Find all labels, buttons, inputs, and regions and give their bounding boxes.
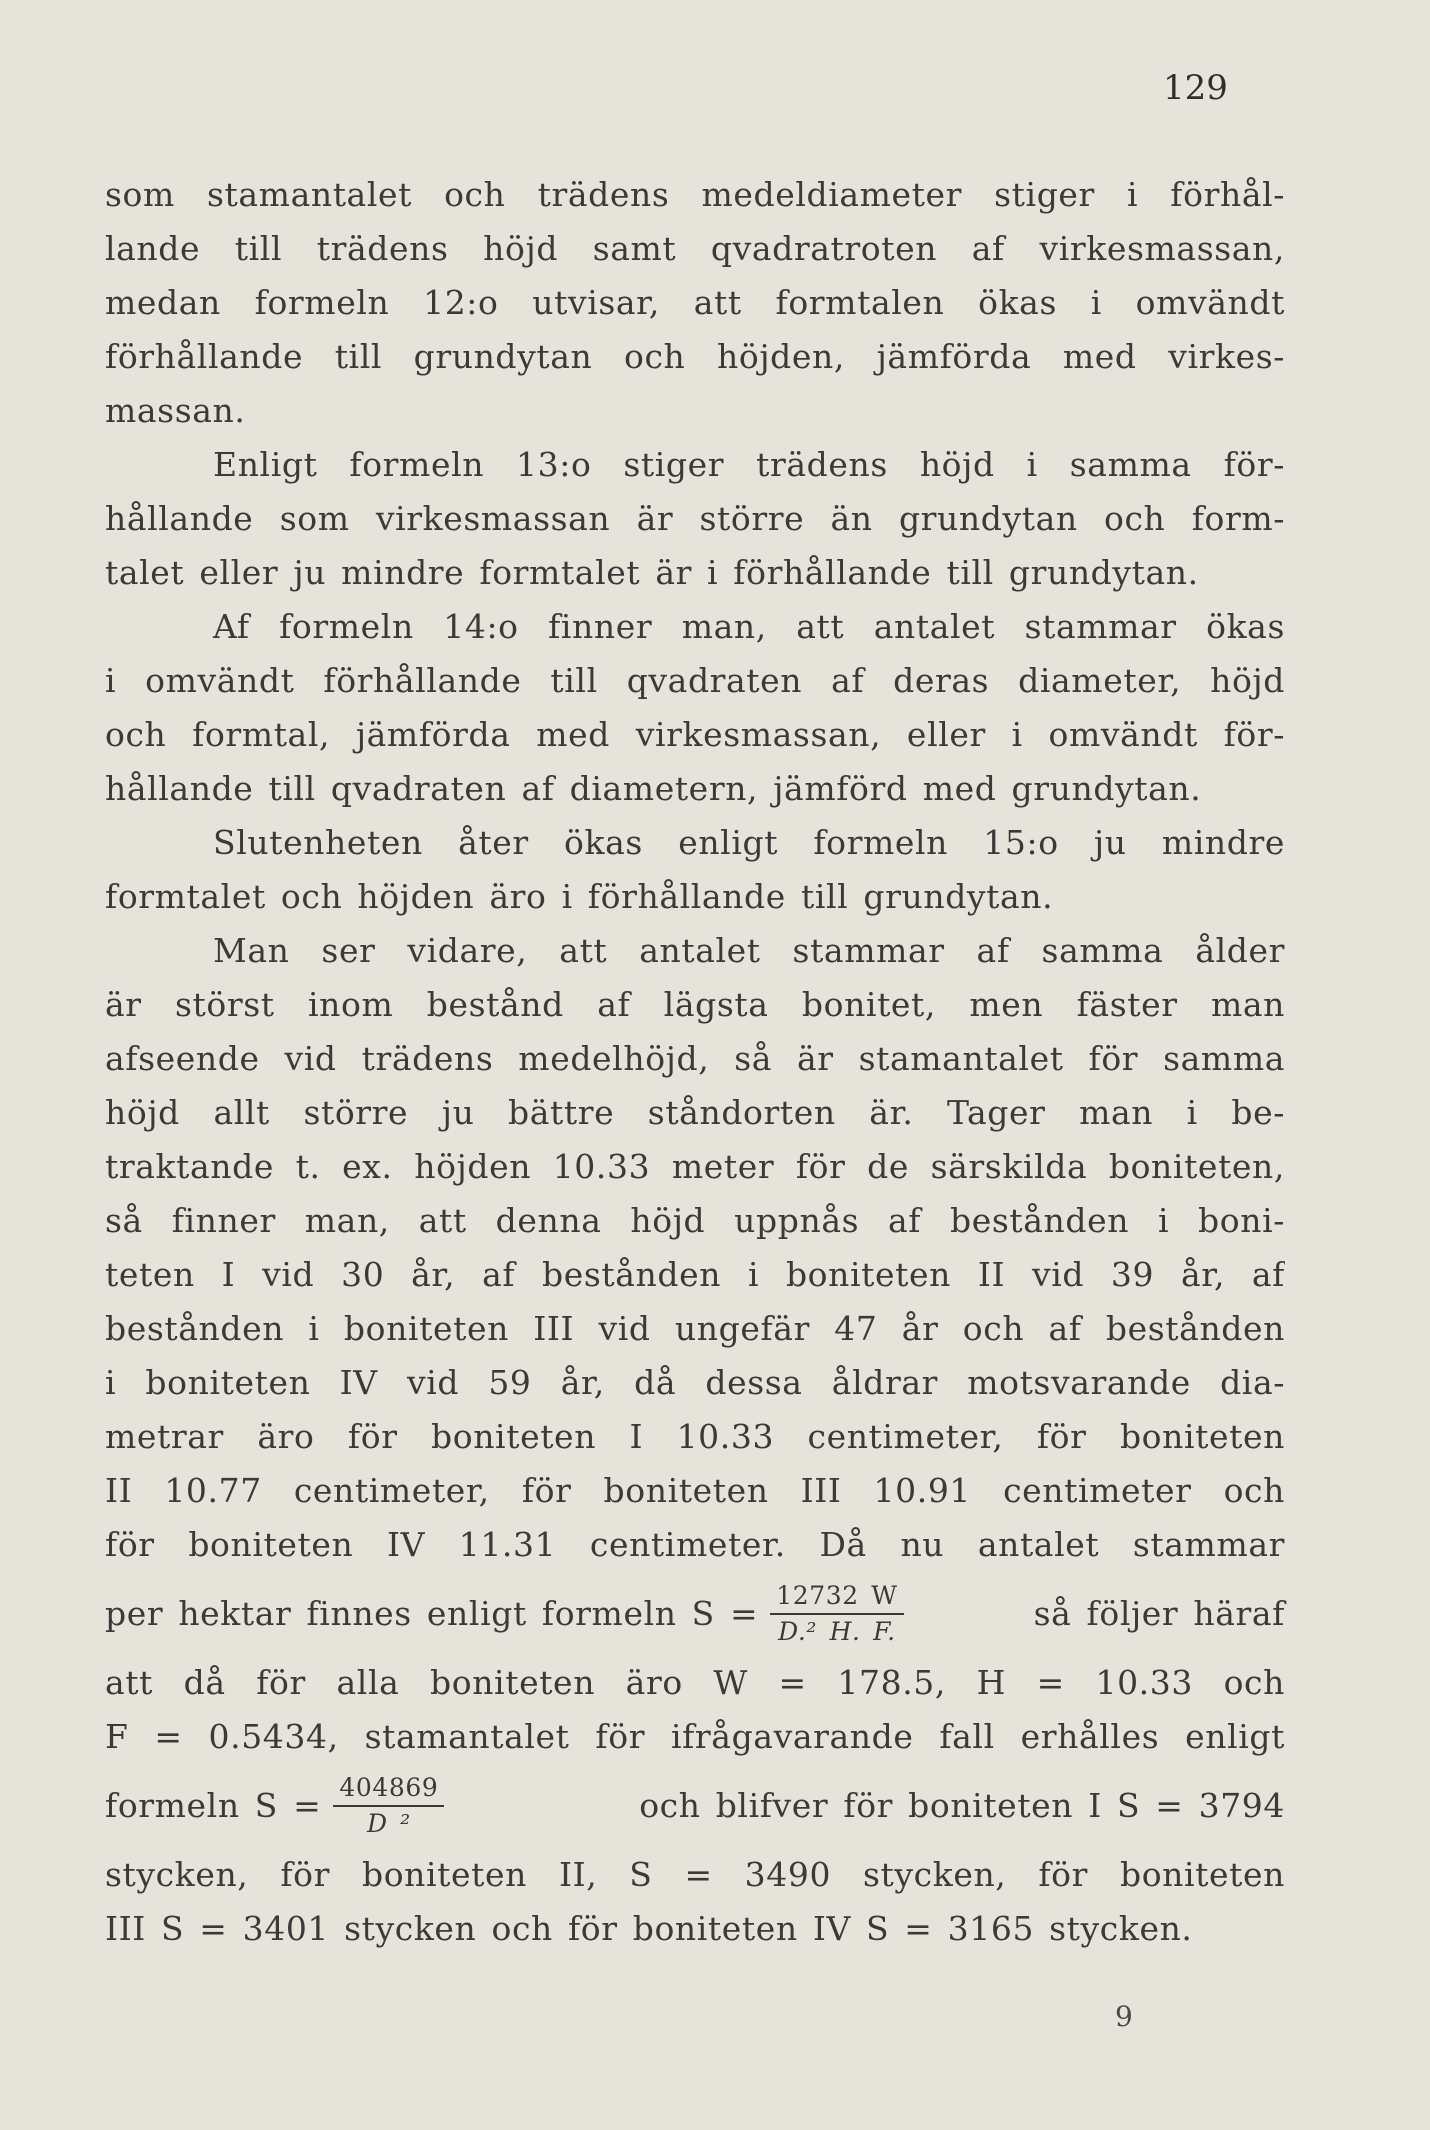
text-line: talet eller ju mindre formtalet är i förhållande till grundytan. xyxy=(105,553,1199,592)
text-line: medan formeln 12:o utvisar, att formtalen ökas i omvändt xyxy=(105,283,1285,322)
text-line: massan. xyxy=(105,391,246,430)
text-line: lande till trädens höjd samt qvadratroten af virkesmassan, xyxy=(105,229,1285,268)
formula-text-pre: per hektar finnes enligt formeln S = xyxy=(105,1594,759,1633)
text-line: Enligt formeln 13:o stiger trädens höjd i samma för- xyxy=(213,445,1285,484)
fraction-denominator: D.² H. F. xyxy=(778,1617,896,1646)
text-line: Man ser vidare, att antalet stammar af samma ålder xyxy=(213,931,1285,970)
fraction-numerator: 12732 W xyxy=(770,1581,903,1615)
text-line: höjd allt större ju bättre ståndorten är. Tager man i be- xyxy=(105,1093,1285,1132)
fraction xyxy=(333,1773,444,1839)
formula-line-2 xyxy=(105,1764,1285,1848)
text-line: II 10.77 centimeter, för boniteten III 10.91 centimeter och xyxy=(105,1471,1285,1510)
text-line: stycken, för boniteten II, S = 3490 stycken, för boniteten xyxy=(105,1855,1285,1894)
text-line: F = 0.5434, stamantalet för ifrågavarande fall erhålles enligt xyxy=(105,1717,1285,1756)
text-line: Af formeln 14:o finner man, att antalet stammar ökas xyxy=(213,607,1285,646)
text-line: III S = 3401 stycken och för boniteten IV S = 3165 stycken. xyxy=(105,1909,1193,1948)
fraction-denominator: D ² xyxy=(366,1809,411,1838)
text-line: hållande som virkesmassan är större än grundytan och form- xyxy=(105,499,1285,538)
formula-text-post: och blifver för boniteten I S = 3794 xyxy=(639,1786,1285,1825)
text-line: som stamantalet och trädens medeldiameter stiger i förhål- xyxy=(105,175,1285,214)
text-line: teten I vid 30 år, af bestånden i boniteten II vid 39 år, af xyxy=(105,1255,1285,1294)
text-line: i omvändt förhållande till qvadraten af deras diameter, höjd xyxy=(105,661,1285,700)
text-line: så finner man, att denna höjd uppnås af bestånden i boni- xyxy=(105,1201,1285,1240)
text-line: Slutenheten åter ökas enligt formeln 15:o ju mindre xyxy=(213,823,1285,862)
formula-text-pre: formeln S = xyxy=(105,1786,322,1825)
text-line: och formtal, jämförda med virkesmassan, eller i omvändt för- xyxy=(105,715,1285,754)
fraction xyxy=(770,1581,903,1647)
page-number: 129 xyxy=(1163,68,1228,108)
text-line: att då för alla boniteten äro W = 178.5, H = 10.33 och xyxy=(105,1663,1285,1702)
text-line: i boniteten IV vid 59 år, då dessa åldrar motsvarande dia- xyxy=(105,1363,1285,1402)
fraction-numerator: 404869 xyxy=(333,1773,444,1807)
formula-line-1 xyxy=(105,1572,1285,1656)
body-text xyxy=(105,168,1285,1956)
text-line: förhållande till grundytan och höjden, jämförda med virkes- xyxy=(105,337,1285,376)
text-line: metrar äro för boniteten I 10.33 centimeter, för boniteten xyxy=(105,1417,1285,1456)
signature-mark: 9 xyxy=(1115,2000,1133,2033)
text-line: hållande till qvadraten af diametern, jämförd med grundytan. xyxy=(105,769,1202,808)
text-line: bestånden i boniteten III vid ungefär 47 år och af bestånden xyxy=(105,1309,1285,1348)
text-line: är störst inom bestånd af lägsta bonitet, men fäster man xyxy=(105,985,1285,1024)
text-line: för boniteten IV 11.31 centimeter. Då nu antalet stammar xyxy=(105,1525,1285,1564)
text-line: formtalet och höjden äro i förhållande till grundytan. xyxy=(105,877,1054,916)
formula-text-post: så följer häraf xyxy=(1033,1594,1285,1633)
text-line: afseende vid trädens medelhöjd, så är stamantalet för samma xyxy=(105,1039,1285,1078)
text-line: traktande t. ex. höjden 10.33 meter för de särskilda boniteten, xyxy=(105,1147,1285,1186)
